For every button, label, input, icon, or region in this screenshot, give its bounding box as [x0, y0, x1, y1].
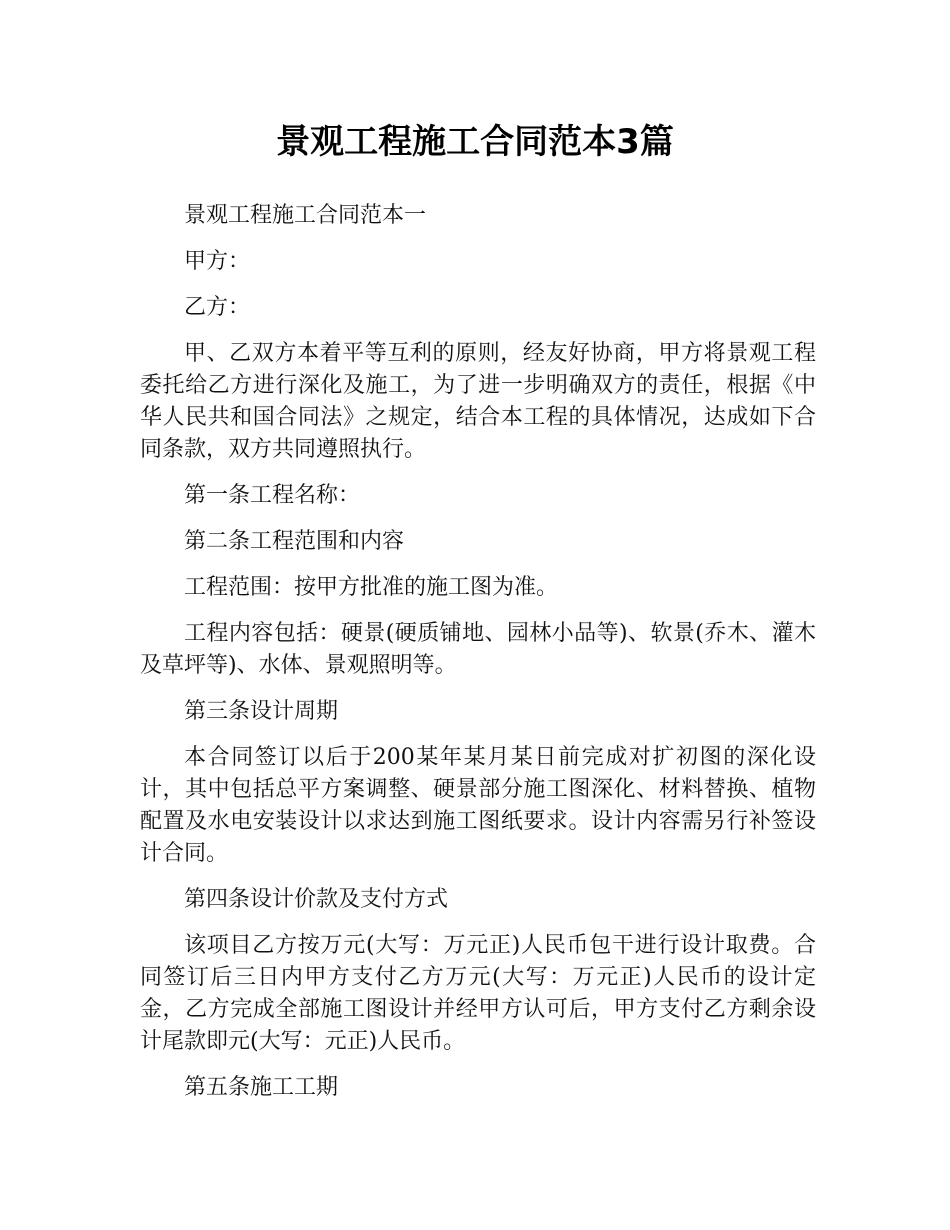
party-b-line: 乙方： [184, 295, 251, 320]
document-body [140, 200, 816, 1118]
project-scope-paragraph: 工程范围：按甲方批准的施工图为准。 [184, 575, 559, 600]
article-5-heading: 第五条施工工期 [184, 1075, 339, 1100]
article-4-heading: 第四条设计价款及支付方式 [184, 887, 449, 912]
party-a-line: 甲方： [184, 249, 251, 274]
article-3-heading: 第三条设计周期 [184, 699, 339, 724]
design-payment-paragraph: 该项目乙方按万元(大写：万元正)人民币包干进行设计取费。合同签订后三日内甲方支付乙方万元(大写：万元正)人民币的设计定金，乙方完成全部施工图设计并经甲方认可后，甲方支付乙方剩余设计尾款即元(大写：元正)人民币。 [140, 933, 816, 1054]
section-heading-contract-one: 景观工程施工合同范本一 [184, 203, 427, 228]
design-period-paragraph: 本合同签订以后于200某年某月某日前完成对扩初图的深化设计，其中包括总平方案调整、硬景部分施工图深化、材料替换、植物配置及水电安装设计以求达到施工图纸要求。设计内容需另行补签设计合同。 [140, 745, 816, 866]
preamble-paragraph: 甲、乙双方本着平等互利的原则，经友好协商，甲方将景观工程委托给乙方进行深化及施工，为了进一步明确双方的责任，根据《中华人民共和国合同法》之规定，结合本工程的具体情况，达成如下合同条款，双方共同遵照执行。 [140, 341, 816, 462]
article-1-heading: 第一条工程名称： [184, 483, 361, 508]
document-title: 景观工程施工合同范本3篇 [276, 122, 674, 162]
project-content-paragraph: 工程内容包括：硬景(硬质铺地、园林小品等)、软景(乔木、灌木及草坪等)、水体、景观照明等。 [140, 621, 816, 678]
article-2-heading: 第二条工程范围和内容 [184, 529, 405, 554]
